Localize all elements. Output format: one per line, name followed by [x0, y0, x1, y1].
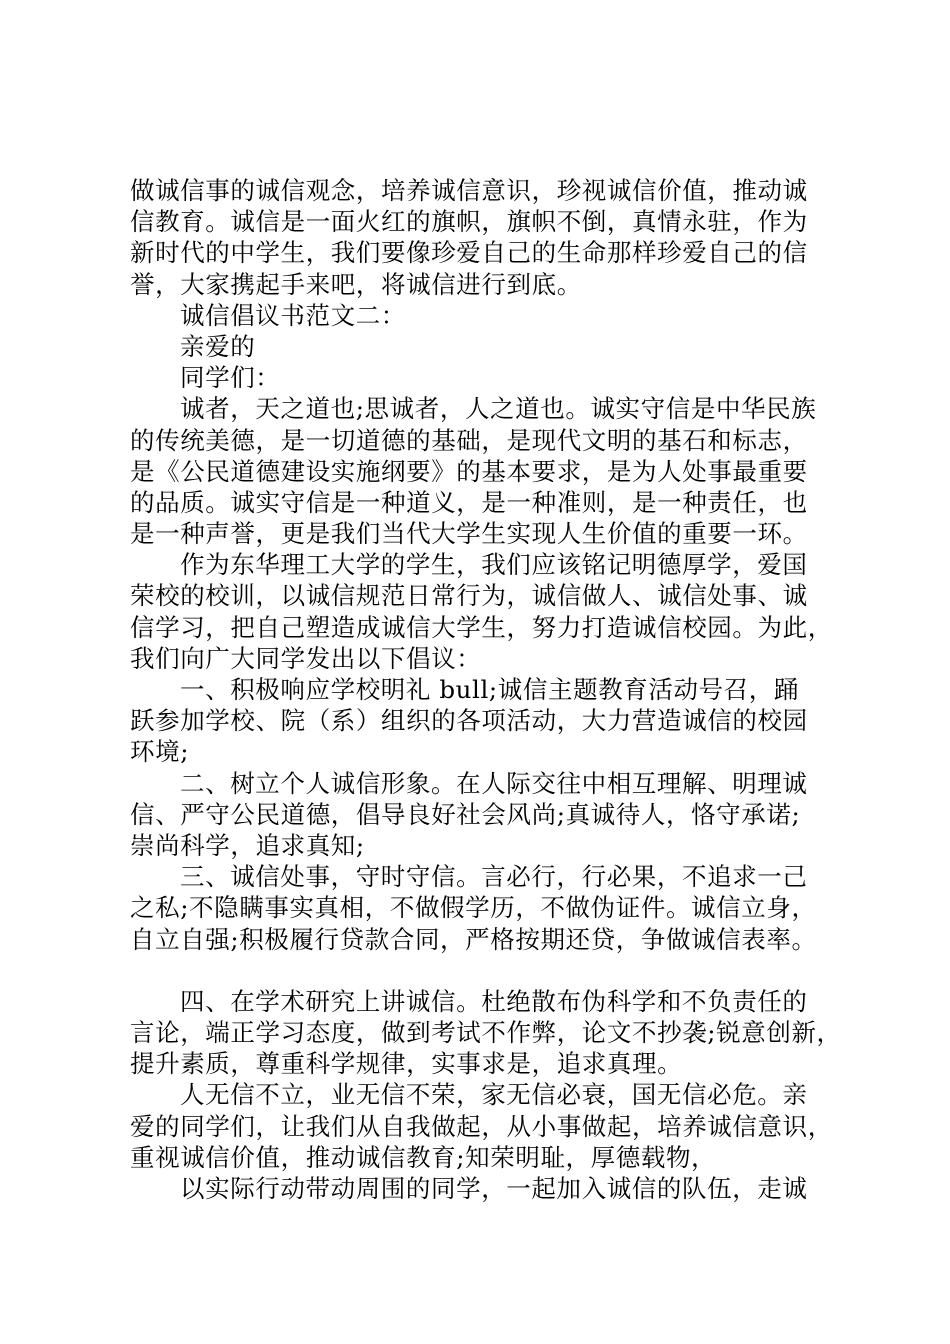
text-line: 崇尚科学，追求真知;	[130, 830, 365, 860]
text-line: 誉，大家携起手来吧，将诚信进行到底。	[130, 269, 582, 299]
text-line: 四、在学术研究上讲诚信。杜绝散布伪科学和不负责任的	[180, 986, 808, 1016]
text-line: 信教育。诚信是一面火红的旗帜，旗帜不倒，真情永驻，作为	[130, 207, 808, 237]
text-line: 三、诚信处事，守时守信。言必行，行必果，不追求一己	[180, 862, 808, 892]
salutation: 同学们：	[180, 363, 281, 393]
text-line: 一、积极响应学校明礼 bull;诚信主题教育活动号召，踊	[180, 675, 799, 704]
text-line: 人无信不立，业无信不荣，家无信必衰，国无信必危。亲	[180, 1080, 808, 1110]
text-line: 提升素质，尊重科学规律，实事求是，追求真理。	[130, 1049, 683, 1079]
document-body	[130, 175, 842, 1204]
text-line: 信学习，把自己塑造成诚信大学生，努力打造诚信校园。为此，	[130, 612, 833, 642]
text-line: 是一种声誉，更是我们当代大学生实现人生价值的重要一环。	[130, 519, 808, 549]
text-line: 以实际行动带动周围的同学，一起加入诚信的队伍，走诚	[180, 1174, 808, 1203]
text-line: 我们向广大同学发出以下倡议：	[130, 643, 482, 673]
text-line: 重视诚信价值，推动诚信教育;知荣明耻，厚德载物，	[130, 1142, 717, 1172]
text-line: 环境;	[130, 737, 190, 767]
text-line: 的传统美德，是一切道德的基础，是现代文明的基石和标志，	[130, 425, 808, 455]
text-line: 二、树立个人诚信形象。在人际交往中相互理解、明理诚	[180, 768, 808, 798]
text-line: 做诚信事的诚信观念，培养诚信意识，珍视诚信价值，推动诚	[130, 176, 808, 205]
blank-line	[130, 955, 835, 986]
text-line: 的品质。诚实守信是一种道义，是一种准则，是一种责任，也	[130, 487, 808, 517]
text-line: 新时代的中学生，我们要像珍爱自己的生命那样珍爱自己的信	[130, 238, 808, 268]
text-line: 信、严守公民道德，倡导良好社会风尚;真诚待人，恪守承诺;	[130, 799, 801, 829]
text-line: 爱的同学们，让我们从自我做起，从小事做起，培养诚信意识，	[130, 1111, 833, 1141]
text-line: 跃参加学校、院（系）组织的各项活动，大力营造诚信的校园	[130, 706, 808, 736]
text-line: 是《公民道德建设实施纲要》的基本要求，是为人处事最重要	[130, 456, 808, 486]
text-line: 自立自强;积极履行贷款合同，严格按期还贷，争做诚信表率。	[130, 924, 817, 954]
text-line: 言论，端正学习态度，做到考试不作弊，论文不抄袭;锐意创新，	[130, 1018, 842, 1048]
section-heading: 诚信倡议书范文二：	[180, 300, 406, 330]
text-line: 作为东华理工大学的学生，我们应该铭记明德厚学，爱国	[180, 550, 808, 580]
salutation: 亲爱的	[180, 331, 256, 361]
text-line: 诚者，天之道也;思诚者，人之道也。诚实守信是中华民族	[180, 394, 817, 424]
text-line: 之私;不隐瞒事实真相，不做假学历，不做伪证件。诚信立身，	[130, 893, 817, 923]
text-line: 荣校的校训，以诚信规范日常行为，诚信做人、诚信处事、诚	[130, 581, 808, 611]
